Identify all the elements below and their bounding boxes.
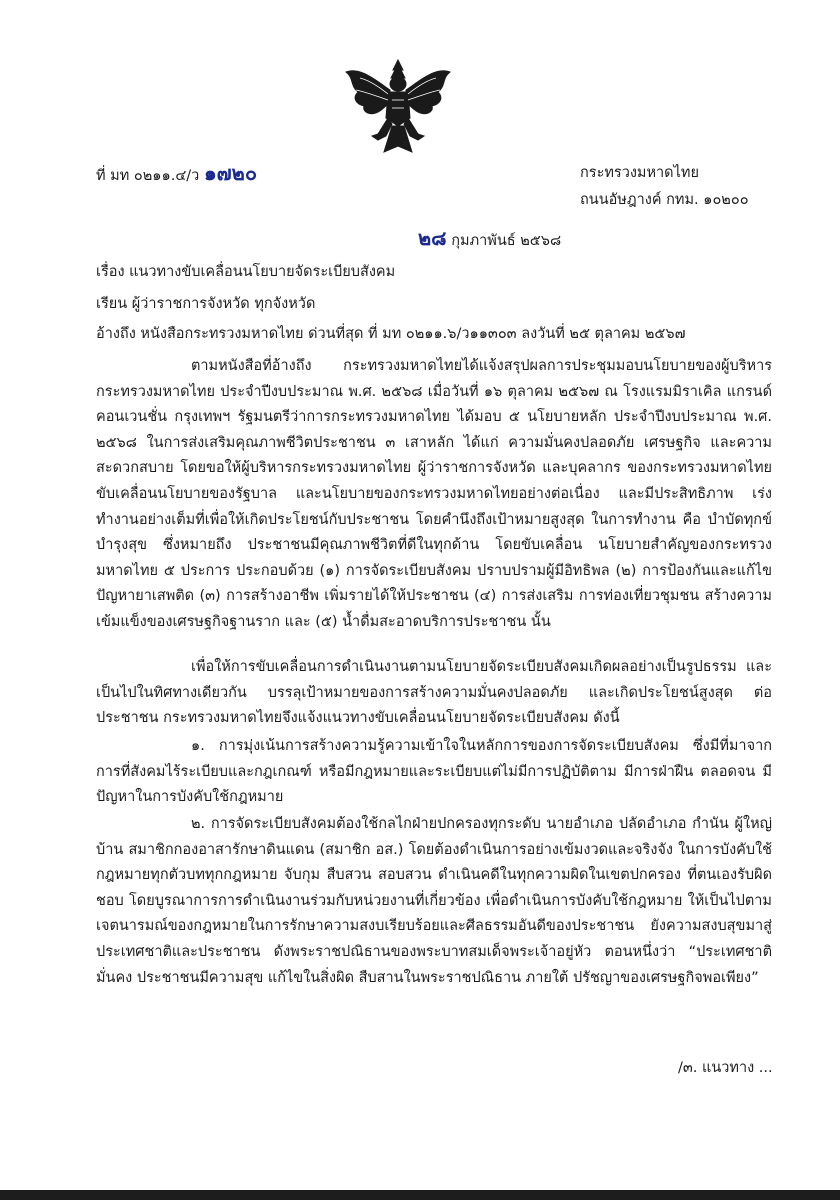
reference-prefix: ที่ มท ๐๒๑๑.๔/ว: [96, 168, 200, 184]
handwritten-reference-number: ๑๗๒๐: [203, 161, 258, 185]
body-paragraph-2: [96, 655, 772, 732]
paragraph-2-text: เพื่อให้การขับเคลื่อนการดำเนินงานตามนโยบายจัดระเบียบสังคมเกิดผลอย่างเป็นรูปธรรม และเป็นไปในทิศทางเดียวกัน บรรลุเป้าหมายของการสร้างความมั่นคงปลอดภัย และเกิดประโยชน์สูงสุด ต่อประชาชน กระทรวงมหาดไทยจึงแจ้งแนวทางขับเคลื่อนนโยบายจัดระเบียบสังคม ดังนี้: [96, 659, 772, 727]
body-paragraph-3: [96, 734, 772, 811]
ministry-address: ถนนอัษฎางค์ กทม. ๑๐๒๐๐: [580, 192, 749, 208]
date-month-year: กุมภาพันธ์ ๒๕๖๘: [451, 233, 562, 249]
recipient-line: เรียน ผู้ว่าราชการจังหวัด ทุกจังหวัด: [96, 296, 316, 312]
paragraph-3-text: ๑. การมุ่งเน้นการสร้างความรู้ความเข้าใจในหลักการของการจัดระเบียบสังคม ซึ่งมีที่มาจาก การที่สังคมไร้ระเบียบและกฎเกณฑ์ หรือมีกฎหมายและระเบียบแต่ไม่มีการปฏิบัติตาม มีการฝ่าฝืน ตลอดจน มีปัญหาในการบังคับใช้กฎหมาย: [96, 738, 772, 806]
body-paragraph-1: [96, 354, 772, 636]
letter-date: [418, 228, 561, 251]
subject-line: เรื่อง แนวทางขับเคลื่อนนโยบายจัดระเบียบสังคม: [96, 264, 396, 280]
paragraph-1-text: ตามหนังสือที่อ้างถึง กระทรวงมหาดไทยได้แจ้งสรุปผลการประชุมมอบนโยบายของผู้บริหาร กระทรวงมหาดไทย ประจำปีงบประมาณ พ.ศ. ๒๕๖๘ เมื่อวันที่ ๑๖ ตุลาคม ๒๕๖๗ ณ โรงแรมมิราเคิล แกรนด์ คอนเวนชั่น กรุงเทพฯ รัฐมนตรีว่าการกระทรวงมหาดไทย ได้มอบ ๕ นโยบายหลัก ประจำปีงบประมาณ พ.ศ. ๒๕๖๘ ในการส่งเสริมคุณภาพชีวิตประชาชน ๓ เสาหลัก ได้แก่ ความมั่นคงปลอดภัย เศรษฐกิจ และความสะดวกสบาย โดยขอให้ผู้บริหารกระทรวงมหาดไทย ผู้ว่าราชการจังหวัด และบุคลากร ของกระทรวงมหาดไทย ขับเคลื่อนนโยบายของรัฐบาล และนโยบายของกระทรวงมหาดไทยอย่างต่อเนื่อง และมีประสิทธิภาพ เร่งทำงานอย่างเต็มที่เพื่อให้เกิดประโยชน์กับประชาชน โดยคำนึงถึงเป้าหมายสูงสุด ในการทำงาน คือ บำบัดทุกข์ บำรุงสุข ซึ่งหมายถึง ประชาชนมีคุณภาพชีวิตที่ดีในทุกด้าน โดยขับเคลื่อน นโยบายสำคัญของกระทรวงมหาดไทย ๕ ประการ ประกอบด้วย (๑) การจัดระเบียบสังคม ปราบปรามผู้มีอิทธิพล (๒) การป้องกันและแก้ไขปัญหายาเสพติด (๓) การสร้างอาชีพ เพิ่มรายได้ให้ประชาชน (๔) การส่งเสริม การท่องเที่ยวชุมชน สร้างความเข้มแข็งของเศรษฐกิจฐานราก และ (๕) น้ำดื่มสะอาดบริการประชาชน นั้น: [96, 358, 772, 630]
body-paragraph-4: [96, 812, 772, 991]
page-bottom-edge: [0, 1190, 840, 1200]
handwritten-date-day: ๒๘: [418, 226, 447, 250]
reference-number: [96, 163, 257, 186]
ministry-name: กระทรวงมหาดไทย: [580, 165, 699, 181]
continuation-marker: /๓. แนวทาง ...: [678, 1060, 773, 1076]
garuda-emblem-icon: [338, 56, 458, 156]
reference-line: อ้างถึง หนังสือกระทรวงมหาดไทย ด่วนที่สุด ที่ มท ๐๒๑๑.๖/ว๑๑๓๐๓ ลงวันที่ ๒๕ ตุลาคม ๒๕๖๗: [96, 326, 686, 342]
paragraph-4-text: ๒. การจัดระเบียบสังคมต้องใช้กลไกฝ่ายปกครองทุกระดับ นายอำเภอ ปลัดอำเภอ กำนัน ผู้ใหญ่บ้าน สมาชิกกองอาสารักษาดินแดน (สมาชิก อส.) โดยต้องดำเนินการอย่างเข้มงวดและจริงจัง ในการบังคับใช้กฎหมายทุกตัวบททุกกฎหมาย จับกุม สืบสวน สอบสวน ดำเนินคดีในทุกความผิดในเขตปกครอง ที่ตนเองรับผิดชอบ โดยบูรณาการการดำเนินงานร่วมกับหน่วยงานที่เกี่ยวข้อง เพื่อดำเนินการบังคับใช้กฎหมาย ให้เป็นไปตามเจตนารมณ์ของกฎหมายในการรักษาความสงบเรียบร้อยและศีลธรรมอันดีของประชาชน ยังความสงบสุขมาสู่ประเทศชาติและประชาชน ดังพระราชปณิธานของพระบาทสมเด็จพระเจ้าอยู่หัว ตอนหนึ่งว่า “ประเทศชาติมั่นคง ประชาชนมีความสุข แก้ไขในสิ่งผิด สืบสานในพระราชปณิธาน ภายใต้ ปรัชญาของเศรษฐกิจพอเพียง”: [96, 816, 772, 986]
